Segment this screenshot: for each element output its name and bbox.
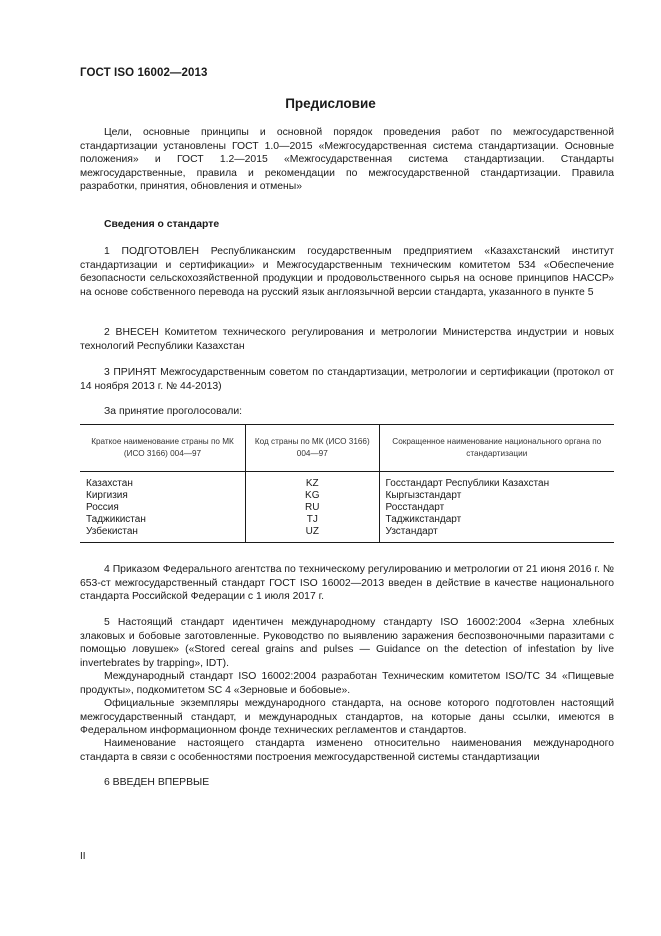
standard-header: ГОСТ ISO 16002—2013 — [80, 67, 208, 79]
header-country-code: Код страны по МК (ИСО 3166) 004—97 — [246, 425, 380, 472]
item-5-paragraph: 5 Настоящий стандарт идентичен международному стандарту ISO 16002:2004 «Зерна хлебных злаковых и бобовые заготовленные. Руководство по выявлению заражения беспозвоночными паразитами с помощью ловушек» («Stored cereal grains and pulses — Guidance on the detection of infestation by live invertebrates by trapping», IDT). — [80, 617, 614, 669]
national-body: Таджикстандарт — [379, 514, 614, 526]
table-row — [80, 502, 614, 514]
page-number: II — [80, 851, 86, 862]
item-2-paragraph: 2 ВНЕСЕН Комитетом технического регулирования и метрологии Министерства индустрии и новых технологий Республики Казахстан — [80, 327, 614, 352]
country-code: RU — [246, 502, 380, 514]
table-header-row — [80, 425, 614, 472]
vote-table — [80, 424, 614, 543]
header-country-name: Краткое наименование страны по МК (ИСО 3166) 004—97 — [80, 425, 246, 472]
item-5-title-paragraph: Наименование настоящего стандарта изменено относительно наименования международного стандарта в связи с особенностями построения межгосударственной системы стандартизации — [80, 738, 614, 763]
item-5-tc-paragraph: Международный стандарт ISO 16002:2004 разработан Техническим комитетом ISO/TC 34 «Пищевые продукты», подкомитетом SC 4 «Зерновые и бобовые». — [80, 671, 614, 696]
table-row — [80, 526, 614, 543]
country-code: TJ — [246, 514, 380, 526]
country-name: Узбекистан — [80, 526, 246, 543]
country-code: UZ — [246, 526, 380, 543]
country-name: Киргизия — [86, 490, 128, 501]
table-row — [80, 514, 614, 526]
country-code: KZ — [246, 472, 380, 491]
country-name: Казахстан — [86, 478, 133, 489]
item-3-paragraph: 3 ПРИНЯТ Межгосударственным советом по стандартизации, метрологии и сертификации (протокол от 14 ноября 2013 г. № 44-2013) — [80, 367, 614, 392]
table-row — [80, 472, 614, 491]
national-body: Узстандарт — [379, 526, 614, 543]
item-4-paragraph: 4 Приказом Федерального агентства по техническому регулированию и метрологии от 21 июня 2016 г. № 653-ст межгосударственный стандарт ГОСТ ISO 16002—2013 введен в действие в качестве национального стандарта Российской Федерации с 1 июля 2017 г. — [80, 564, 614, 603]
country-name: Россия — [86, 502, 119, 513]
item-1-paragraph: 1 ПОДГОТОВЛЕН Республиканским государственным предприятием «Казахстанский институт стандартизации и сертификации» и Межгосударственным техническим комитетом 534 «Обеспечение безопасности сельскохозяйственной продукции и продовольственного сырья на основе принципов НАССР» на основе собственного перевода на русский язык англоязычной версии стандарта, указанного в пункте 5 — [80, 246, 614, 298]
vote-intro: За принятие проголосовали: — [104, 406, 243, 417]
item-5-copies-paragraph: Официальные экземпляры международного стандарта, на основе которого подготовлен настоящий межгосударственный стандарт, и международных стандартов, на которые даны ссылки, имеются в Федеральном информационном фонде технических регламентов и стандартов. — [80, 698, 614, 737]
item-6-paragraph: 6 ВВЕДЕН ВПЕРВЫЕ — [104, 777, 210, 788]
country-name: Таджикистан — [86, 514, 146, 525]
page-title: Предисловие — [285, 96, 376, 111]
intro-paragraph: Цели, основные принципы и основной порядок проведения работ по межгосударственной стандартизации установлены ГОСТ 1.0—2015 «Межгосударственная система стандартизации. Основные положения» и ГОСТ 1.2—2015 «Межгосударственная система стандартизации. Стандарты межгосударственные, правила и рекомендации по межгосударственной стандартизации. Правила разработки, принятия, обновления и отмены» — [80, 127, 614, 193]
country-code: KG — [246, 490, 380, 502]
national-body: Госстандарт Республики Казахстан — [379, 472, 614, 491]
national-body: Кыргызстандарт — [379, 490, 614, 502]
header-national-body: Сокращенное наименование национального органа по стандартизации — [379, 425, 614, 472]
info-heading: Сведения о стандарте — [104, 219, 220, 230]
national-body: Росстандарт — [379, 502, 614, 514]
table-row — [80, 490, 614, 502]
